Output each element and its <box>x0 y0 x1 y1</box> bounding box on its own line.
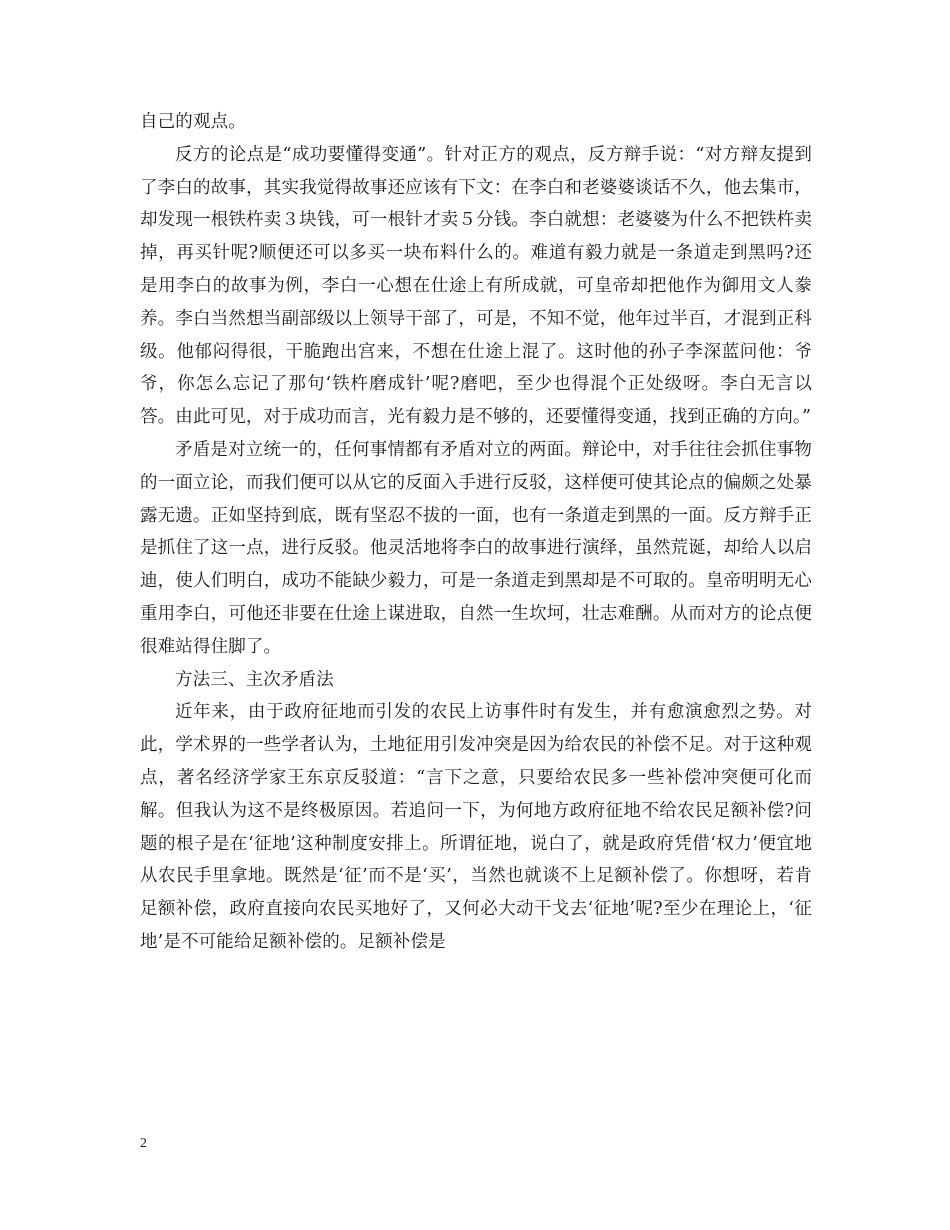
section-heading-method-three: 方法三、主次矛盾法 <box>175 669 334 690</box>
paragraph-land-requisition: 近年来，由于政府征地而引发的农民上访事件时有发生，并有愈演愈烈之势。对此，学术界的一些学者认为，土地征用引发冲突是因为给农民的补偿不足。对于这种观点，著名经济学家王东京反驳道：“言下之意，只要给农民多一些补偿冲突便可化而解。但我认为这不是终极原因。若追问一下，为何地方政府征地不给农民足额补偿?问题的根子是在‘征地’这种制度安排上。所谓征地，说白了，就是政府凭借‘权力’便宜地从农民手里拿地。既然是‘征’而不是‘买’，当然也就谈不上足额补偿了。你想呀，若肯足额补偿，政府直接向农民买地好了，又何必大动干戈去‘征地’呢?至少在理论上，‘征地’是不可能给足额补偿的。足额补偿是 <box>140 702 812 952</box>
paragraph-continuation: 自己的观点。 <box>140 112 246 132</box>
document-body <box>140 106 812 959</box>
paragraph-analysis: 矛盾是对立统一的，任何事情都有矛盾对立的两面。辩论中，对手往往会抓住事物的一面立论，而我们便可以从它的反面入手进行反驳，这样便可使其论点的偏颇之处暴露无遗。正如坚持到底，既有坚忍不拔的一面，也有一条道走到黑的一面。反方辩手正是抓住了这一点，进行反驳。他灵活地将李白的故事进行演绎，虽然荒诞，却给人以启迪，使人们明白，成功不能缺少毅力，可是一条道走到黑却是不可取的。皇帝明明无心重用李白，可他还非要在仕途上谋进取，自然一生坎坷，壮志难酬。从而对方的论点便很难站得住脚了。 <box>140 439 812 657</box>
page-number: 2 <box>140 1136 147 1151</box>
paragraph-opposition-argument: 反方的论点是“成功要懂得变通”。针对正方的观点，反方辩手说：“对方辩友提到了李白的故事，其实我觉得故事还应该有下文：在李白和老婆婆谈话不久，他去集市，却发现一根铁杵卖３块钱，可一根针才卖５分钱。李白就想：老婆婆为什么不把铁杵卖掉，再买针呢?顺便还可以多买一块布料什么的。难道有毅力就是一条道走到黑吗?还是用李白的故事为例，李白一心想在仕途上有所成就，可皇帝却把他作为御用文人豢养。李白当然想当副部级以上领导干部了，可是，不知不觉，他年过半百，才混到正科级。他郁闷得很，干脆跑出宫来，不想在仕途上混了。这时他的孙子李深蓝问他：爷爷，你怎么忘记了那句‘铁杵磨成针’呢?磨吧，至少也得混个正处级呀。李白无言以答。由此可见，对于成功而言，光有毅力是不够的，还要懂得变通，找到正确的方向。” <box>140 144 812 428</box>
